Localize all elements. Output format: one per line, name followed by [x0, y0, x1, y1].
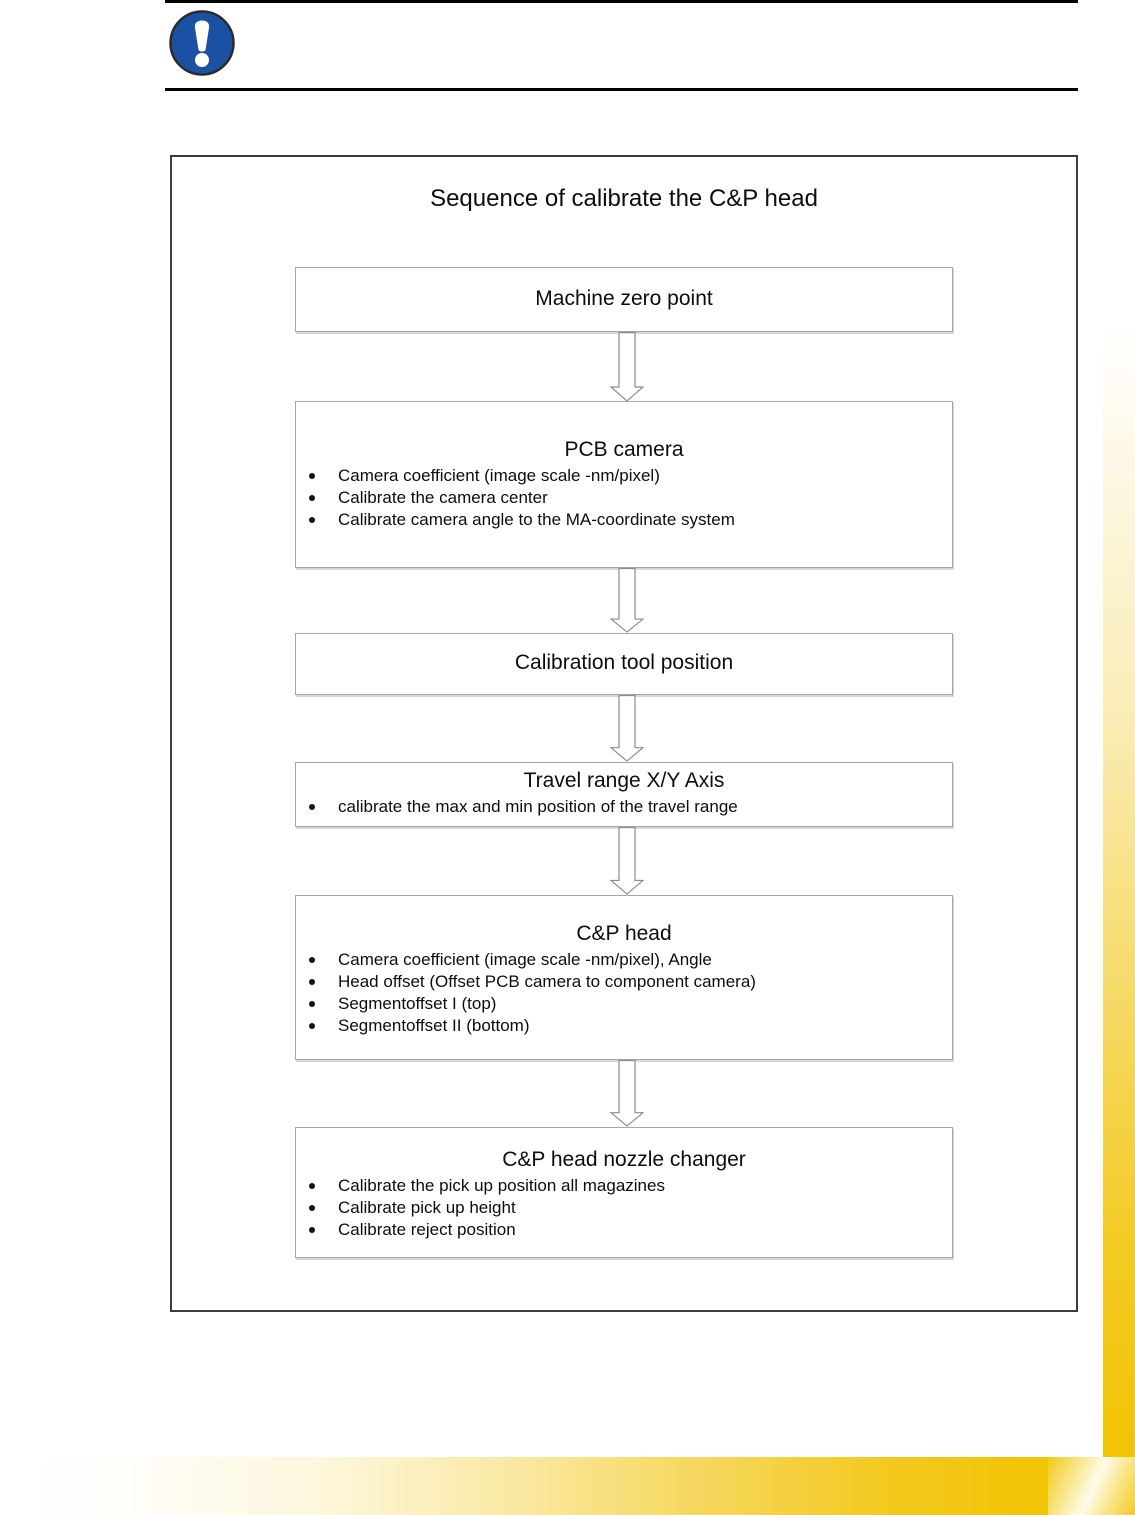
step-heading: Travel range X/Y Axis	[523, 769, 725, 792]
flow-down-arrow-icon	[610, 332, 644, 402]
bullet-item: Camera coefficient (image scale -nm/pixel)	[296, 465, 952, 487]
bullet-item: Calibrate the camera center	[296, 487, 952, 509]
bullet-item: calibrate the max and min position of the travel range	[296, 796, 952, 818]
step-bullets	[296, 949, 952, 1037]
step-heading: C&P head nozzle changer	[502, 1148, 746, 1171]
bullet-item: Segmentoffset I (top)	[296, 993, 952, 1015]
bottom-right-corner-highlight	[1048, 1457, 1135, 1515]
step-heading: Machine zero point	[535, 286, 713, 310]
bullet-item: Camera coefficient (image scale -nm/pixel), Angle	[296, 949, 952, 971]
step-bullets	[296, 465, 952, 531]
step-box-cp-head	[295, 895, 953, 1060]
step-bullets	[296, 1175, 952, 1241]
flow-down-arrow-icon	[610, 827, 644, 895]
bullet-item: Head offset (Offset PCB camera to component camera)	[296, 971, 952, 993]
flow-down-arrow-icon	[610, 695, 644, 762]
step-box-travel-range-xy-axis	[295, 762, 953, 827]
bottom-yellow-gradient-band	[0, 1457, 1135, 1515]
flowchart-title: Sequence of calibrate the C&P head	[430, 185, 818, 212]
flow-down-arrow-icon	[610, 568, 644, 633]
flow-down-arrow-icon	[610, 1060, 644, 1127]
right-edge-yellow-gradient	[1103, 325, 1135, 1457]
bullet-item: Calibrate pick up height	[296, 1197, 952, 1219]
step-heading: Calibration tool position	[514, 651, 734, 674]
bullet-item: Calibrate the pick up position all magazines	[296, 1175, 952, 1197]
step-bullets	[296, 796, 952, 818]
step-box-pcb-camera	[295, 401, 953, 568]
bullet-item: Segmentoffset II (bottom)	[296, 1015, 952, 1037]
step-heading: PCB camera	[564, 438, 684, 461]
step-heading: C&P head	[576, 922, 672, 945]
flowchart-frame	[170, 155, 1078, 1312]
step-box-calibration-tool-position	[295, 633, 953, 695]
header-bottom-rule	[165, 88, 1078, 91]
bullet-item: Calibrate reject position	[296, 1219, 952, 1241]
step-box-machine-zero-point	[295, 267, 953, 332]
step-box-cp-head-nozzle-changer	[295, 1127, 953, 1258]
mandatory-exclamation-icon	[169, 10, 235, 76]
header-top-rule	[165, 0, 1078, 3]
bullet-item: Calibrate camera angle to the MA-coordinate system	[296, 509, 952, 531]
